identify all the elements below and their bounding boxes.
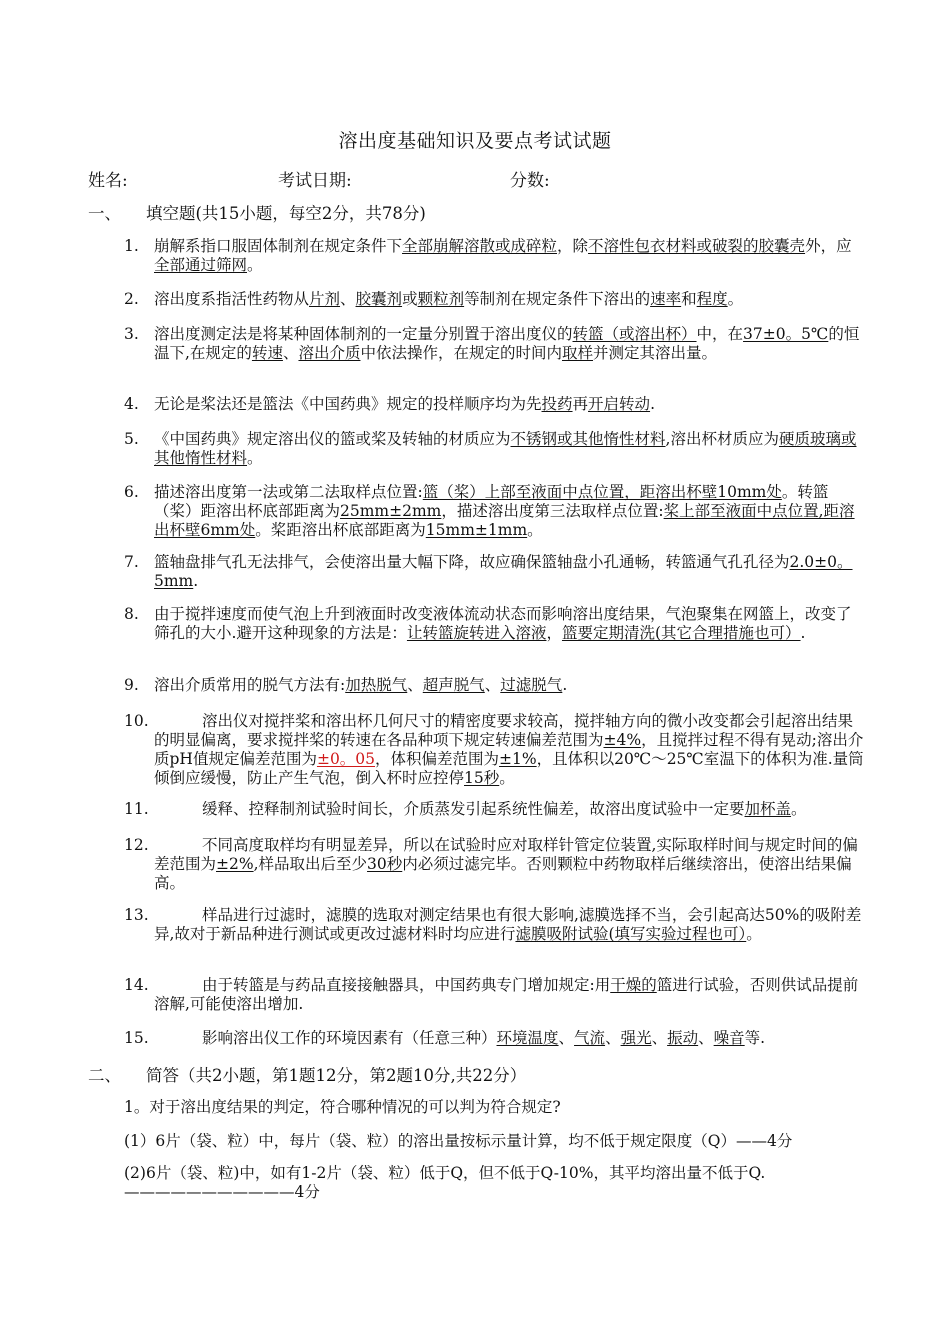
- text: 。: [499, 769, 515, 787]
- text: ,样品取出后至少: [253, 855, 368, 873]
- section-1-heading: [88, 200, 426, 224]
- question-number: 13.: [124, 906, 149, 924]
- question-7: [124, 553, 864, 591]
- text: 溶出介质常用的脱气方法有:: [154, 676, 346, 694]
- answer: 振动: [667, 1029, 699, 1047]
- question-number: 2.: [124, 290, 139, 308]
- text: 。: [746, 925, 762, 943]
- question-text: [154, 290, 864, 309]
- question-number: 9.: [124, 676, 139, 694]
- answer: 15秒: [464, 769, 500, 787]
- text: .: [193, 572, 199, 590]
- answer: 篮要定期清洗(其它合理措施也可）: [561, 624, 801, 642]
- question-10: [124, 712, 864, 788]
- text: 中，在: [696, 325, 744, 343]
- section-2-heading: [88, 1062, 526, 1086]
- text: ，描述溶出度第三法取样点位置:: [441, 502, 664, 520]
- question-text: [154, 430, 864, 468]
- short-answer-question-1: 1。对于溶出度结果的判定，符合哪种情况的可以判为符合规定?: [124, 1098, 561, 1116]
- text: 、: [651, 1029, 668, 1047]
- question-2: [124, 290, 864, 309]
- question-number: 3.: [124, 325, 139, 343]
- question-text: [154, 395, 864, 414]
- answer: 全部崩解溶散或成碎粒: [402, 237, 558, 255]
- text: 。: [727, 290, 744, 308]
- answer: 溶出介质: [298, 344, 361, 362]
- question-12: [124, 836, 864, 893]
- answer: 2.0±0。5mm: [154, 553, 853, 590]
- question-text: [154, 676, 864, 695]
- text: 或: [402, 290, 418, 308]
- answer-highlighted: ±0。05: [316, 750, 376, 768]
- question-text: [154, 237, 864, 275]
- text: 溶出仪对搅拌桨和溶出杯几何尺寸的精密度要求较高，搅拌轴方向的微小改变都会引起溶出结果的明显偏离，要求搅拌桨的转速在各品种项下规定转速偏差范围为: [154, 712, 854, 749]
- question-text: [154, 906, 864, 944]
- text: 由于搅拌速度而使气泡上升到液面时改变液体流动状态而影响溶出度结果，气泡聚集在网篮上，改变了筛孔的大小.避开这种现象的方法是：: [154, 605, 852, 642]
- text: 等.: [744, 1029, 766, 1047]
- text: 。: [791, 800, 807, 818]
- text: 并测定其溶出量。: [593, 344, 718, 362]
- answer: 硬质玻璃或其他惰性材料: [154, 430, 857, 467]
- answer: 环境温度: [496, 1029, 559, 1047]
- question-number: 12.: [124, 836, 149, 854]
- short-answer-item-2: (2)6片（袋、粒)中，如有1-2片（袋、粒）低于Q，但不低于Q-10%，其平均溶出量不低于Q.———————————4分: [124, 1164, 766, 1201]
- question-text: [154, 325, 864, 363]
- text: 、: [340, 290, 356, 308]
- text: ，且搅拌过程不得有晃动;溶出介质pH值规定偏差范围为: [154, 731, 864, 768]
- text: 溶出度系指活性药物从: [154, 290, 310, 308]
- answer: 30秒: [367, 855, 403, 873]
- text: ，且体积以20℃～25℃室温下的体积为准.量筒倾倒应缓慢，防止产生气泡，倒入杯时应控停: [154, 750, 864, 787]
- text: 、: [282, 344, 299, 362]
- answer: 颗粒剂: [417, 290, 465, 308]
- question-number: 14.: [124, 976, 149, 994]
- text: 和: [681, 290, 697, 308]
- question-14: [124, 976, 864, 1014]
- text: 的恒温下,在规定的: [154, 325, 860, 362]
- text: 、: [484, 676, 501, 694]
- question-5: [124, 430, 864, 468]
- question-text: [154, 483, 864, 540]
- text: ，: [546, 624, 562, 642]
- text: 。桨距溶出杯底部距离为: [255, 521, 426, 539]
- answer: ±1%: [499, 750, 537, 768]
- question-1: [124, 237, 864, 275]
- answer: 让转篮旋转进入溶液: [406, 624, 547, 642]
- question-text: [154, 1029, 864, 1048]
- answer: 速率: [650, 290, 682, 308]
- answer: 转篮（或溶出杯）: [572, 325, 697, 343]
- question-text: [154, 836, 864, 893]
- text: 、: [698, 1029, 714, 1047]
- answer: 转速: [251, 344, 283, 362]
- answer: 取样: [562, 344, 594, 362]
- text: .: [800, 624, 806, 642]
- question-text: [154, 605, 864, 643]
- text: 、: [605, 1029, 621, 1047]
- text: 溶出度测定法是将某种固体制剂的一定量分别置于溶出度仪的: [154, 325, 573, 343]
- answer: 滤膜吸附试验(填写实验过程也可）: [515, 925, 747, 943]
- question-text: [154, 712, 864, 788]
- score-label: 分数:: [510, 171, 550, 191]
- answer: 干燥的: [610, 976, 657, 994]
- text: 描述溶出度第一法或第二法取样点位置:: [154, 483, 423, 501]
- text: 不同高度取样均有明显差异，所以在试验时应对取样针管定位装置,实际取样时间与规定时间的偏差范围为: [154, 836, 858, 873]
- question-number: 5.: [124, 430, 139, 448]
- answer: 噪音: [713, 1029, 745, 1047]
- answer: 全部通过筛网: [154, 256, 248, 274]
- question-text: [154, 800, 864, 819]
- question-text: [154, 976, 864, 1014]
- answer: 超声脱气: [422, 676, 485, 694]
- question-number: 4.: [124, 395, 139, 413]
- text: ，体积偏差范围为: [375, 750, 500, 768]
- date-label: 考试日期:: [278, 171, 352, 191]
- text: .: [562, 676, 568, 694]
- answer: 加杯盖: [744, 800, 792, 818]
- text: 缓释、控释制剂试验时间长，介质蒸发引起系统性偏差，故溶出度试验中一定要: [202, 800, 745, 818]
- text: 样品进行过滤时，滤膜的选取对测定结果也有很大影响,滤膜选择不当，会引起高达50%的吸附差异,故对于新品种进行测试或更改过滤材料时均应进行: [154, 906, 862, 943]
- question-8: [124, 605, 864, 643]
- text: 。转篮（桨）距溶出杯底部距离为: [154, 483, 829, 520]
- answer: 37±0。5℃: [743, 325, 829, 343]
- question-text: [154, 553, 864, 591]
- question-4: [124, 395, 864, 414]
- answer: ±4%: [603, 731, 642, 749]
- question-number: 15.: [124, 1029, 149, 1047]
- short-answer-item-1: (1）6片（袋、粒）中，每片（袋、粒）的溶出量按标示量计算，均不低于规定限度（Q）——4分: [124, 1132, 793, 1150]
- answer: 25mm±2mm: [340, 502, 442, 520]
- text: 等制剂在规定条件下溶出的: [464, 290, 651, 308]
- answer: 不锈钢或其他惰性材料: [510, 430, 666, 448]
- question-6: [124, 483, 864, 540]
- question-number: 11.: [124, 800, 149, 818]
- text: 无论是桨法还是篮法《中国药典》规定的投样顺序均为先: [154, 395, 542, 413]
- section-2-title: 简答（共2小题，第1题12分，第2题10分,共22分）: [146, 1066, 527, 1085]
- question-number: 7.: [124, 553, 139, 571]
- question-13: [124, 906, 864, 944]
- question-number: 6.: [124, 483, 139, 501]
- section-2-number: 二、: [88, 1066, 121, 1085]
- text: 外，应: [805, 237, 852, 255]
- text: 崩解系指口服固体制剂在规定条件下: [154, 237, 403, 255]
- name-label: 姓名:: [88, 171, 128, 191]
- text: 。: [247, 449, 263, 467]
- text: ，除: [557, 237, 589, 255]
- text: 影响溶出仪工作的环境因素有（任意三种）: [202, 1029, 497, 1047]
- text: 。: [247, 256, 263, 274]
- question-number: 1.: [124, 237, 139, 255]
- section-1-title: 填空题(共15小题，每空2分，共78分): [146, 204, 426, 223]
- answer: 桨上部至液面中点位置,距溶出杯壁6mm处: [154, 502, 855, 539]
- text: 由于转篮是与药品直接接触器具，中国药典专门增加规定:用: [202, 976, 611, 994]
- text: 篮轴盘排气孔无法排气，会使溶出量大幅下降，故应确保篮轴盘小孔通畅，转篮通气孔孔径为: [154, 553, 790, 571]
- answer: 气流: [574, 1029, 606, 1047]
- question-number: 10.: [124, 712, 149, 730]
- answer: 胶囊剂: [355, 290, 403, 308]
- question-15: [124, 1029, 864, 1048]
- page-title: 溶出度基础知识及要点考试试题: [338, 130, 612, 152]
- answer: 片剂: [309, 290, 341, 308]
- answer: 投药: [541, 395, 573, 413]
- text: 、: [558, 1029, 575, 1047]
- answer: 篮（桨）上部至液面中点位置，距溶出杯壁10mm处: [422, 483, 782, 501]
- question-9: [124, 676, 864, 695]
- answer: 15mm±1mm: [425, 521, 528, 539]
- text: 《中国药典》规定溶出仪的篮或桨及转轴的材质应为: [154, 430, 511, 448]
- text: .: [650, 395, 655, 413]
- section-1-number: 一、: [88, 204, 121, 223]
- question-3: [124, 325, 864, 363]
- text: 再: [572, 395, 589, 413]
- answer: 开启转动: [588, 395, 651, 413]
- text: 内必须过滤完毕。否则颗粒中药物取样后继续溶出，使溶出结果偏高。: [154, 855, 852, 892]
- answer: ±2%: [216, 855, 254, 873]
- answer: 强光: [620, 1029, 652, 1047]
- text: ,溶出杯材质应为: [665, 430, 779, 448]
- text: 。: [527, 521, 543, 539]
- answer: 不溶性包衣材料或破裂的胶囊壳: [588, 237, 806, 255]
- question-number: 8.: [124, 605, 139, 623]
- question-11: [124, 800, 864, 819]
- text: 中依法操作，在规定的时间内: [360, 344, 562, 362]
- text: 、: [407, 676, 423, 694]
- answer: 过滤脱气: [500, 676, 563, 694]
- answer: 程度: [696, 290, 728, 308]
- text: 篮进行试验，否则供试品提前溶解,可能使溶出增加.: [154, 976, 859, 1013]
- answer: 加热脱气: [345, 676, 408, 694]
